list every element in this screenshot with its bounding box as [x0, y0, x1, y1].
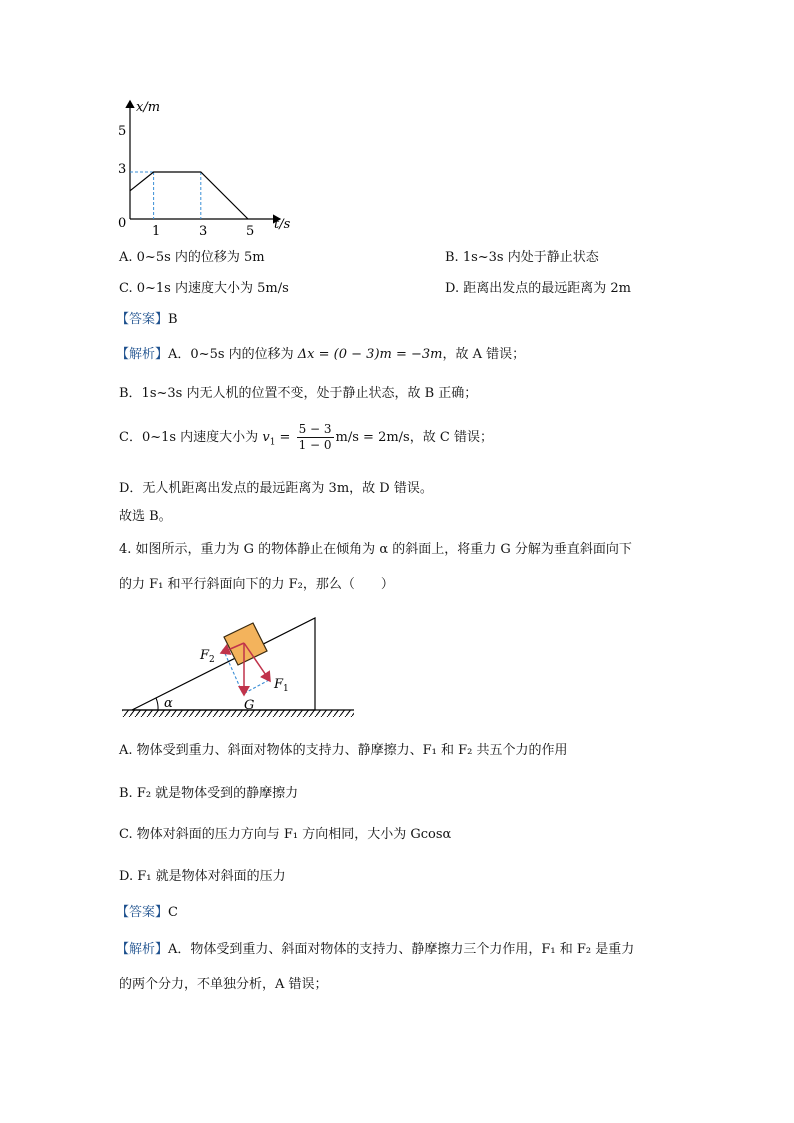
label-g: G — [244, 698, 255, 713]
q3-analysis-b: B．1s~3s 内无人机的位置不变，处于静止状态，故 B 正确； — [119, 386, 478, 401]
q3-analysis-d: D．无人机距离出发点的最远距离为 3m，故 D 错误。 — [119, 481, 433, 496]
incline-diagram — [118, 612, 358, 722]
incline-triangle — [132, 618, 315, 710]
velocity-fraction — [297, 422, 334, 453]
label-f2: $F_2$ — [200, 648, 215, 665]
angle-arc — [156, 698, 158, 710]
q3-option-c: C. 0~1s 内速度大小为 5m/s — [119, 281, 289, 296]
analysis-tag: 【解析】 — [116, 347, 169, 362]
q3-conclusion: 故选 B。 — [119, 509, 172, 524]
answer-value: B — [168, 312, 178, 327]
ground-hatching — [122, 710, 354, 717]
analysis-text: A．物体受到重力、斜面对物体的支持力、静摩擦力三个力作用，F₁ 和 F₂ 是重力 — [168, 942, 635, 957]
velocity-subscript: 1 — [269, 437, 276, 448]
q3-analysis-c: C．0~1s 内速度大小为 $v_1$ = $\frac{5 - 3}{1 - 0}$ m/s = 2m/s，故 C 错误； — [119, 422, 493, 452]
y-tick-0: 0 — [118, 216, 127, 231]
y-axis-label: x/m — [136, 100, 161, 115]
velocity-symbol: v — [262, 430, 270, 445]
answer-value: C — [168, 905, 178, 920]
analysis-a-conclusion: ，故 A 错误； — [442, 347, 526, 362]
q4-analysis-line1 — [116, 941, 634, 959]
fraction-denominator: 1 − 0 — [298, 438, 332, 452]
q4-answer — [116, 904, 178, 922]
x-tick-5: 5 — [246, 224, 255, 239]
analysis-c-conclusion: ，故 C 错误； — [409, 430, 493, 445]
q4-option-d: D. F₁ 就是物体对斜面的压力 — [119, 869, 286, 884]
q3-answer — [116, 311, 178, 329]
q3-option-d: D. 距离出发点的最远距离为 2m — [445, 281, 631, 296]
y-tick-5: 5 — [118, 124, 127, 139]
q4-analysis-line2: 的两个分力，不单独分析，A 错误； — [119, 977, 328, 992]
q4-option-c: C. 物体对斜面的压力方向与 F₁ 方向相同，大小为 Gcosα — [119, 827, 452, 842]
guide-lines — [130, 172, 201, 219]
y-tick-3: 3 — [118, 162, 127, 177]
q3-analysis-a — [116, 346, 525, 364]
x-axis-label: t/s — [274, 217, 291, 232]
x-tick-1: 1 — [152, 224, 161, 239]
analysis-c-text: C．0~1s 内速度大小为 — [119, 430, 259, 445]
label-f1: $F_1$ — [274, 677, 289, 694]
alpha-label: α — [164, 696, 173, 711]
q3-option-b: B. 1s~3s 内处于静止状态 — [445, 250, 599, 265]
fraction-numerator: 5 − 3 — [298, 422, 332, 436]
x-tick-3: 3 — [199, 224, 208, 239]
analysis-tag: 【解析】 — [116, 942, 169, 957]
q4-stem-line2: 的力 F₁ 和平行斜面向下的力 F₂，那么（ ） — [119, 577, 394, 592]
xt-graph — [110, 95, 310, 240]
answer-tag: 【答案】 — [116, 905, 169, 920]
q3-option-a: A. 0~5s 内的位移为 5m — [119, 250, 265, 265]
analysis-a-text: A．0~5s 内的位移为 — [168, 347, 294, 362]
analysis-a-equation: Δx = (0 − 3)m = −3m — [297, 347, 443, 362]
analysis-c-result: m/s = 2m/s — [335, 430, 410, 445]
q4-option-a: A. 物体受到重力、斜面对物体的支持力、静摩擦力、F₁ 和 F₂ 共五个力的作用 — [119, 743, 568, 758]
q4-option-b: B. F₂ 就是物体受到的静摩擦力 — [119, 786, 299, 801]
answer-tag: 【答案】 — [116, 312, 169, 327]
dashed-guide-right — [243, 680, 269, 694]
q4-stem-line1: 4. 如图所示，重力为 G 的物体静止在倾角为 α 的斜面上，将重力 G 分解为垂直斜面向下 — [119, 542, 632, 557]
displacement-line — [130, 172, 248, 219]
